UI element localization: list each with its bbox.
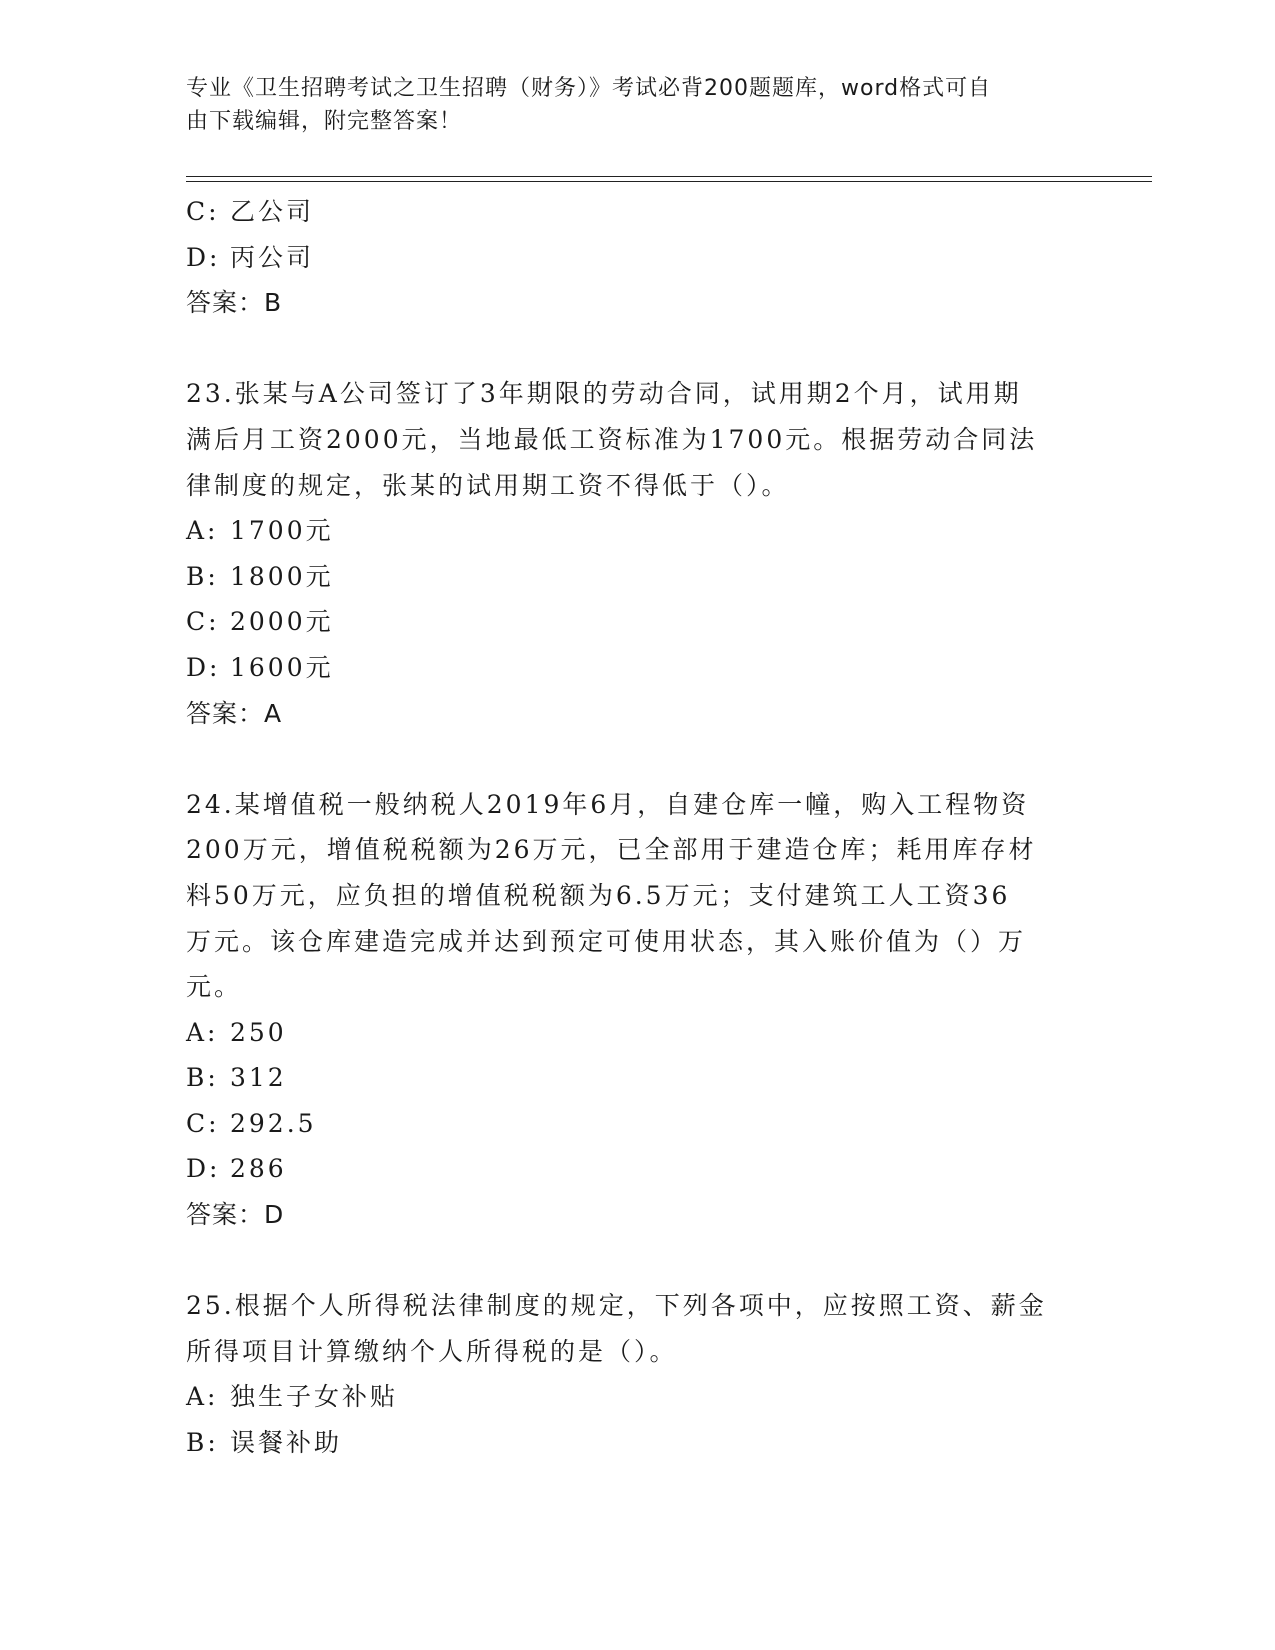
question-block-23 [186, 371, 1076, 736]
option-label: C: [186, 607, 220, 637]
header-line-2: 由下载编辑，附完整答案！ [186, 109, 463, 134]
question-stem-line: 满后月工资2000元，当地最低工资标准为1700元。根据劳动合同法 [186, 424, 1038, 454]
question-stem-line: 24.某增值税一般纳税人2019年6月，自建仓库一幢，购入工程物资 [186, 789, 1030, 819]
option-text: 312 [230, 1063, 287, 1093]
header-line-1: 专业《卫生招聘考试之卫生招聘（财务）》考试必背200题题库，word格式可自 [186, 76, 992, 101]
option-line [186, 235, 1076, 281]
question-stem-line: 律制度的规定，张某的试用期工资不得低于（）。 [186, 470, 790, 500]
option-label: A: [186, 1017, 219, 1047]
question-stem-line: 所得项目计算缴纳个人所得税的是（）。 [186, 1336, 678, 1366]
document-header [186, 72, 1066, 138]
spacer [186, 1238, 1076, 1284]
spacer [186, 326, 1076, 372]
option-text: 1600元 [230, 652, 334, 682]
option-line [186, 1146, 1076, 1192]
option-label: B: [186, 1428, 219, 1458]
option-text: 1700元 [230, 516, 334, 546]
option-label: C: [186, 197, 220, 226]
answer-line: 答案：D [186, 1200, 285, 1230]
option-line [186, 508, 1076, 554]
prev-question-block [186, 189, 1076, 326]
question-stem-line: 23.张某与A公司签订了3年期限的劳动合同，试用期2个月，试用期 [186, 379, 1022, 409]
option-line [186, 189, 1076, 235]
answer-line: 答案：B [186, 288, 283, 318]
option-label: D: [186, 1154, 221, 1184]
header-divider-top [186, 176, 1152, 177]
option-text: 286 [230, 1154, 287, 1184]
option-text: 292.5 [230, 1108, 317, 1138]
spacer [186, 736, 1076, 782]
option-text: 丙公司 [230, 242, 315, 272]
question-content [186, 189, 1076, 1466]
option-text: 250 [230, 1017, 287, 1047]
option-label: A: [186, 1382, 219, 1412]
option-label: A: [186, 516, 219, 546]
option-line [186, 1101, 1076, 1147]
question-stem-line: 元。 [186, 972, 243, 1002]
question-stem-line: 料50万元，应负担的增值税税额为6.5万元；支付建筑工人工资36 [186, 880, 1011, 910]
option-line [186, 1374, 1076, 1420]
question-block-24 [186, 782, 1076, 1238]
option-label: C: [186, 1108, 220, 1138]
question-block-25 [186, 1283, 1076, 1465]
option-text: 2000元 [230, 607, 334, 637]
option-label: D: [186, 242, 221, 272]
answer-line: 答案：A [186, 698, 283, 728]
option-text: 乙公司 [230, 197, 315, 226]
option-label: D: [186, 652, 221, 682]
option-line [186, 599, 1076, 645]
option-text: 误餐补助 [230, 1428, 343, 1458]
option-line [186, 554, 1076, 600]
header-divider-bottom [186, 181, 1152, 182]
question-stem-line: 万元。该仓库建造完成并达到预定可使用状态，其入账价值为（）万 [186, 926, 1027, 956]
option-line [186, 1420, 1076, 1466]
question-stem-line: 25.根据个人所得税法律制度的规定，下列各项中，应按照工资、薪金 [186, 1291, 1047, 1321]
option-label: B: [186, 561, 219, 591]
option-text: 1800元 [230, 561, 334, 591]
option-line [186, 1010, 1076, 1056]
option-text: 独生子女补贴 [230, 1382, 399, 1412]
question-stem-line: 200万元，增值税税额为26万元，已全部用于建造仓库；耗用库存材 [186, 835, 1037, 865]
option-line [186, 1055, 1076, 1101]
option-line [186, 645, 1076, 691]
option-label: B: [186, 1063, 219, 1093]
